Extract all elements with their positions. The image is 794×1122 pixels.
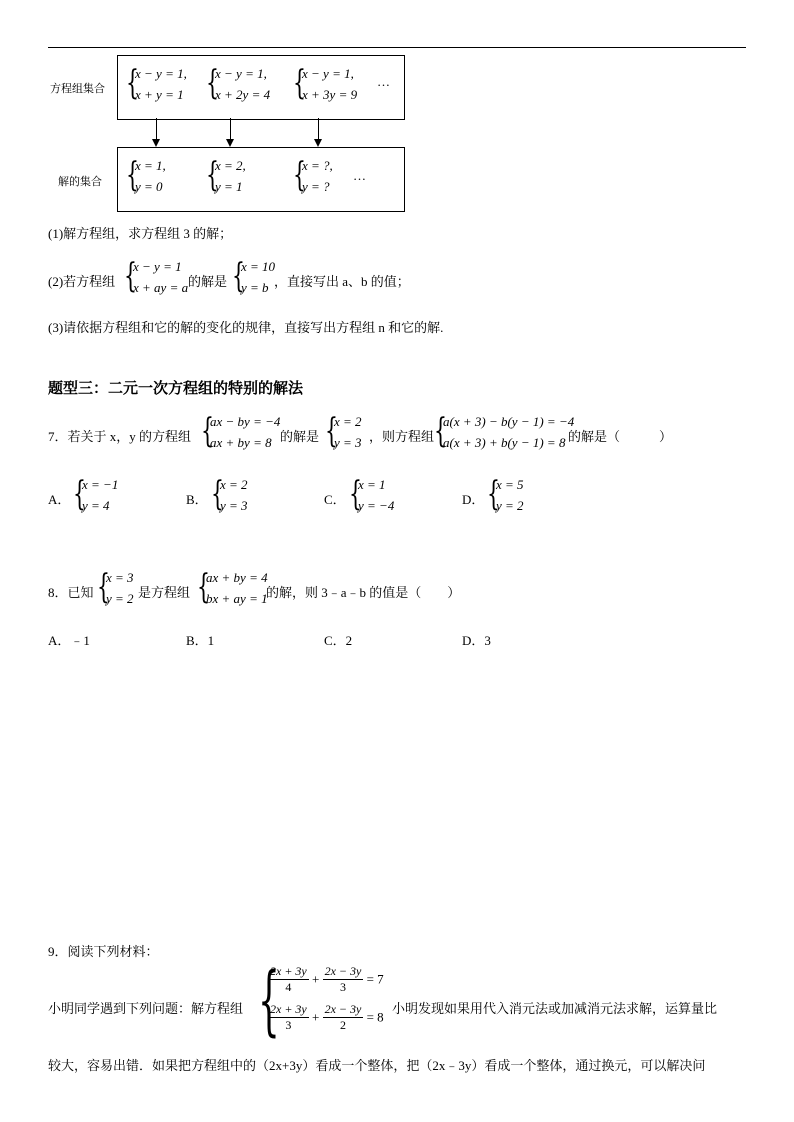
q8-option-d[interactable]: D．3 xyxy=(462,633,491,648)
q9-line1-suffix: 小明发现如果用代入消元法或加减消元法求解，运算量比 xyxy=(392,1001,718,1016)
arrow-1 xyxy=(156,118,157,145)
q6-part2-suffix: ，直接写出 a、b 的值； xyxy=(274,274,410,289)
q9-line2: 较大，容易出错．如果把方程组中的（2x+3y）看成一个整体，把（2x﹣3y）看成一个整体，通过换元，可以解决问 xyxy=(48,1058,706,1073)
q6-part2-prefix: (2)若方程组 xyxy=(48,274,116,289)
q8-stem-prefix: 8．已知 xyxy=(48,585,94,600)
q7-option-a-label[interactable]: A． xyxy=(48,492,71,507)
q7-option-d-label[interactable]: D． xyxy=(462,492,485,507)
arrow-3 xyxy=(318,118,319,145)
q9-line1-prefix: 小明同学遇到下列问题：解方程组 xyxy=(48,1001,244,1016)
arrow-2 xyxy=(230,118,231,145)
q7-option-c-label[interactable]: C． xyxy=(324,492,346,507)
label-equation-set: 方程组集合 xyxy=(50,82,105,95)
header-rule xyxy=(48,47,746,48)
ellipsis-equations: … xyxy=(377,74,390,89)
q8-option-a[interactable]: A．﹣1 xyxy=(48,633,90,648)
q7-stem-mid1: 的解是 xyxy=(280,429,320,444)
section-title: 题型三：二元一次方程组的特别的解法 xyxy=(48,379,304,397)
q8-option-b[interactable]: B．1 xyxy=(186,633,215,648)
q6-part2-mid: 的解是 xyxy=(188,274,228,289)
q9-eq1: $\frac{2x + 3y}{4}$ + $\frac{2x - 3y}{3}$ = 7 xyxy=(270,964,384,994)
q6-part1: (1)解方程组，求方程组 3 的解； xyxy=(48,226,233,241)
q7-stem-prefix: 7．若关于 x，y 的方程组 xyxy=(48,429,192,444)
q9-eq2: $\frac{2x + 3y}{3}$ + $\frac{2x - 3y}{2}$ = 8 xyxy=(270,1002,384,1032)
ellipsis-solutions: … xyxy=(353,168,366,183)
q8-stem-mid: 是方程组 xyxy=(138,585,191,600)
q9-fraction-system xyxy=(258,955,392,1044)
q8-option-c[interactable]: C．2 xyxy=(324,633,353,648)
label-solution-set: 解的集合 xyxy=(58,175,102,188)
q8-stem-suffix: 的解，则 3﹣a﹣b 的值是（ ） xyxy=(266,585,461,600)
q7-stem-mid2: ，则方程组 xyxy=(369,429,435,444)
q9-title: 9．阅读下列材料： xyxy=(48,944,159,959)
q7-stem-suffix: 的解是（ ） xyxy=(568,429,673,444)
q6-part3: (3)请依据方程组和它的解的变化的规律，直接写出方程组 n 和它的解. xyxy=(48,320,444,335)
q9-brace: { xyxy=(258,955,280,1044)
q7-option-b-label[interactable]: B． xyxy=(186,492,208,507)
